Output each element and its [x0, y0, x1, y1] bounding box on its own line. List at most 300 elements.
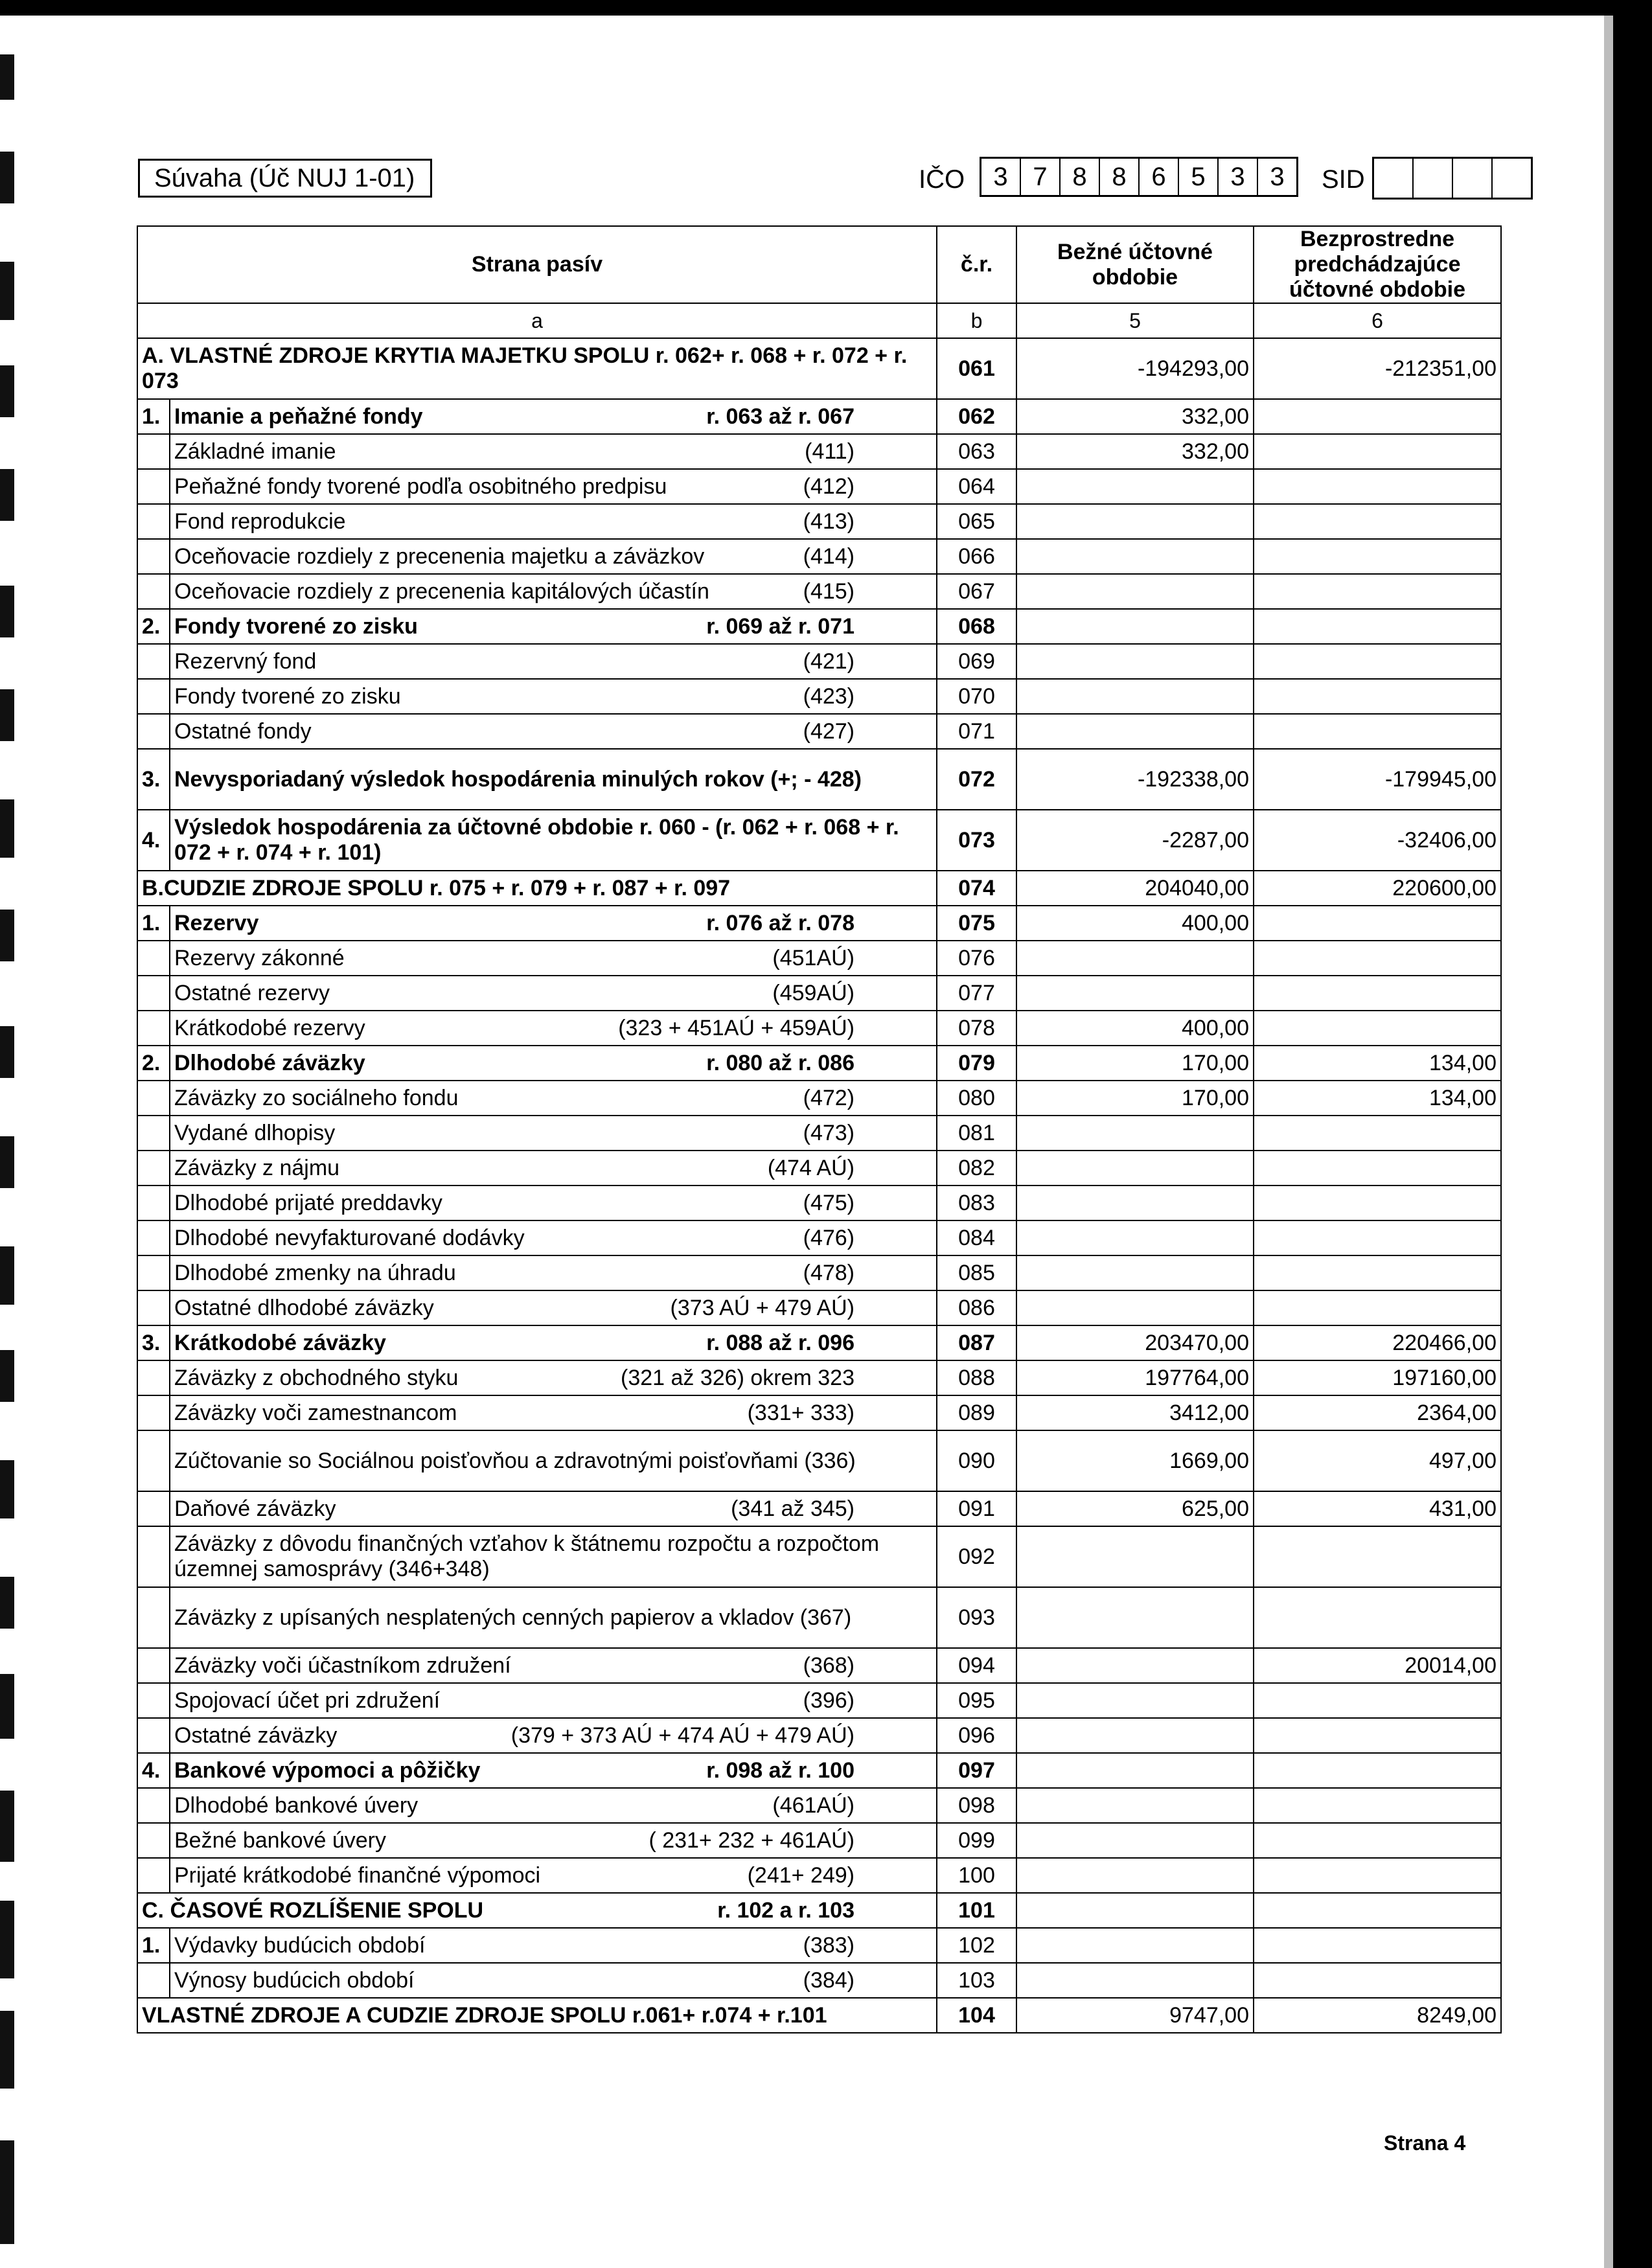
table-row	[137, 1893, 1501, 1928]
row-prefix: 4.	[137, 810, 170, 871]
table-row	[137, 1718, 1501, 1753]
ico-digit-box[interactable]: 3	[981, 159, 1021, 195]
value-current-period[interactable]	[1016, 1648, 1254, 1683]
row-number: 096	[937, 1718, 1016, 1753]
row-label: Výsledok hospodárenia za účtovné obdobie r. 060 - (r. 062 + r. 068 + r. 072 + r. 074 + r. 101)	[174, 815, 899, 865]
row-label: Záväzky voči zamestnancom	[174, 1400, 457, 1425]
table-row	[137, 1395, 1501, 1430]
value-current-period[interactable]	[1016, 1753, 1254, 1788]
value-previous-period[interactable]	[1254, 1186, 1501, 1220]
row-label: Dlhodobé bankové úvery	[174, 1793, 419, 1818]
ico-digit-box[interactable]: 5	[1179, 159, 1219, 195]
row-label: Imanie a peňažné fondy	[174, 404, 423, 429]
value-previous-period[interactable]	[1254, 609, 1501, 644]
value-previous-period[interactable]	[1254, 1718, 1501, 1753]
row-label: Vydané dlhopisy	[174, 1120, 336, 1145]
value-previous-period[interactable]	[1254, 714, 1501, 749]
row-account-ref: (423)	[803, 683, 855, 709]
row-label: Záväzky z obchodného styku	[174, 1365, 459, 1390]
value-previous-period[interactable]: 2364,00	[1254, 1395, 1501, 1430]
value-current-period[interactable]: 9747,00	[1016, 1998, 1254, 2033]
row-prefix	[137, 1290, 170, 1325]
sid-digit-box[interactable]	[1414, 159, 1453, 198]
row-prefix	[137, 1395, 170, 1430]
value-previous-period[interactable]	[1254, 1587, 1501, 1648]
row-number: 103	[937, 1963, 1016, 1998]
row-account-ref: (427)	[803, 718, 855, 744]
ico-digit-box[interactable]: 6	[1140, 159, 1179, 195]
row-label-cell	[170, 399, 937, 434]
sid-digit-box[interactable]	[1493, 159, 1531, 198]
row-label-cell	[170, 1290, 937, 1325]
row-label: Rezervný fond	[174, 648, 317, 674]
row-prefix	[137, 574, 170, 609]
row-label-cell	[170, 749, 937, 810]
table-row	[137, 1290, 1501, 1325]
row-prefix: 1.	[137, 906, 170, 941]
row-prefix: 3.	[137, 749, 170, 810]
row-label: Oceňovacie rozdiely z precenenia kapitálových účastín	[174, 578, 709, 604]
value-current-period[interactable]	[1016, 976, 1254, 1011]
row-prefix	[137, 1360, 170, 1395]
row-account-ref: (451AÚ)	[772, 945, 855, 970]
table-row	[137, 941, 1501, 976]
table-row	[137, 1526, 1501, 1587]
value-current-period[interactable]: 203470,00	[1016, 1325, 1254, 1360]
row-number: 099	[937, 1823, 1016, 1858]
value-previous-period[interactable]: 8249,00	[1254, 1998, 1501, 2033]
row-number: 086	[937, 1290, 1016, 1325]
table-row	[137, 1648, 1501, 1683]
value-current-period[interactable]: 170,00	[1016, 1046, 1254, 1081]
value-current-period[interactable]: 332,00	[1016, 434, 1254, 469]
row-number: 093	[937, 1587, 1016, 1648]
value-previous-period[interactable]	[1254, 1526, 1501, 1587]
row-account-ref: (461AÚ)	[772, 1793, 855, 1818]
value-current-period[interactable]	[1016, 941, 1254, 976]
value-current-period[interactable]: -192338,00	[1016, 749, 1254, 810]
row-number: 063	[937, 434, 1016, 469]
row-prefix	[137, 714, 170, 749]
row-account-ref: (379 + 373 AÚ + 474 AÚ + 479 AÚ)	[511, 1723, 855, 1748]
value-previous-period[interactable]	[1254, 434, 1501, 469]
row-account-ref: (476)	[803, 1225, 855, 1250]
value-previous-period[interactable]	[1254, 1858, 1501, 1893]
row-label-cell	[170, 1151, 937, 1186]
value-previous-period[interactable]: 431,00	[1254, 1491, 1501, 1526]
row-number: 104	[937, 1998, 1016, 2033]
value-current-period[interactable]: -194293,00	[1016, 338, 1254, 399]
table-row	[137, 574, 1501, 609]
table-row	[137, 1788, 1501, 1823]
row-account-ref: (478)	[803, 1260, 855, 1285]
value-previous-period[interactable]	[1254, 906, 1501, 941]
value-previous-period[interactable]	[1254, 469, 1501, 504]
sid-digit-box[interactable]	[1453, 159, 1493, 198]
row-label: Ostatné rezervy	[174, 980, 330, 1005]
row-number: 083	[937, 1186, 1016, 1220]
row-prefix: 2.	[137, 1046, 170, 1081]
row-prefix: 1.	[137, 1928, 170, 1963]
value-previous-period[interactable]	[1254, 1151, 1501, 1186]
row-prefix	[137, 1526, 170, 1587]
row-number: 068	[937, 609, 1016, 644]
row-account-ref: (413)	[803, 509, 855, 534]
row-account-ref: r. 080 až r. 086	[706, 1050, 855, 1075]
row-account-ref: (459AÚ)	[772, 980, 855, 1005]
row-account-ref: r. 098 až r. 100	[706, 1758, 855, 1783]
row-account-ref: (412)	[803, 474, 855, 499]
row-number: 088	[937, 1360, 1016, 1395]
row-account-ref: (323 + 451AÚ + 459AÚ)	[618, 1015, 855, 1040]
row-account-ref: (475)	[803, 1190, 855, 1215]
value-previous-period[interactable]: -212351,00	[1254, 338, 1501, 399]
value-current-period[interactable]: -2287,00	[1016, 810, 1254, 871]
row-number: 062	[937, 399, 1016, 434]
row-label: C. ČASOVÉ ROZLÍŠENIE SPOLU	[142, 1897, 484, 1923]
value-current-period[interactable]	[1016, 644, 1254, 679]
row-prefix	[137, 504, 170, 539]
table-row	[137, 644, 1501, 679]
table-row	[137, 679, 1501, 714]
row-label: Dlhodobé prijaté preddavky	[174, 1190, 442, 1215]
ico-digit-box[interactable]: 8	[1061, 159, 1100, 195]
value-previous-period[interactable]	[1254, 504, 1501, 539]
row-label-cell	[170, 574, 937, 609]
row-label: Záväzky z dôvodu finančných vzťahov k štátnemu rozpočtu a rozpočtom územnej samosprávy (346+348)	[174, 1531, 880, 1581]
value-previous-period[interactable]	[1254, 976, 1501, 1011]
table-row	[137, 1998, 1501, 2033]
row-label: Oceňovacie rozdiely z precenenia majetku a záväzkov	[174, 544, 705, 569]
row-prefix	[137, 1151, 170, 1186]
row-number: 066	[937, 539, 1016, 574]
value-current-period[interactable]: 204040,00	[1016, 871, 1254, 906]
row-label: A. VLASTNÉ ZDROJE KRYTIA MAJETKU SPOLU r. 062+ r. 068 + r. 072 + r. 073	[142, 343, 908, 393]
row-account-ref: (321 až 326) okrem 323	[621, 1365, 855, 1390]
row-label: Zúčtovanie so Sociálnou poisťovňou a zdravotnými poisťovňami (336)	[174, 1448, 856, 1473]
row-number: 071	[937, 714, 1016, 749]
row-label-cell	[170, 976, 937, 1011]
value-current-period[interactable]: 197764,00	[1016, 1360, 1254, 1395]
row-account-ref: (421)	[803, 648, 855, 674]
value-previous-period[interactable]	[1254, 1290, 1501, 1325]
row-label-cell	[170, 1491, 937, 1526]
value-current-period[interactable]: 170,00	[1016, 1081, 1254, 1116]
row-prefix	[137, 644, 170, 679]
value-previous-period[interactable]	[1254, 679, 1501, 714]
row-label-cell	[170, 810, 937, 871]
value-current-period[interactable]	[1016, 1290, 1254, 1325]
value-previous-period[interactable]	[1254, 1823, 1501, 1858]
row-label: Bankové výpomoci a pôžičky	[174, 1758, 481, 1783]
row-account-ref: (474 AÚ)	[767, 1155, 855, 1180]
value-previous-period[interactable]: 20014,00	[1254, 1648, 1501, 1683]
row-number: 069	[937, 644, 1016, 679]
value-current-period[interactable]	[1016, 1587, 1254, 1648]
row-prefix	[137, 1186, 170, 1220]
row-prefix	[137, 1683, 170, 1718]
value-previous-period[interactable]: -179945,00	[1254, 749, 1501, 810]
row-label-cell	[137, 871, 937, 906]
row-label: Rezervy zákonné	[174, 945, 345, 970]
sid-digit-box[interactable]	[1374, 159, 1414, 198]
row-number: 097	[937, 1753, 1016, 1788]
value-current-period[interactable]	[1016, 1186, 1254, 1220]
row-label-cell	[137, 1893, 937, 1928]
header-bezne-obdobie: Bežné účtovné obdobie	[1016, 226, 1254, 303]
row-number: 064	[937, 469, 1016, 504]
table-row	[137, 609, 1501, 644]
value-previous-period[interactable]	[1254, 1683, 1501, 1718]
scan-shadow-right	[1604, 16, 1613, 2268]
row-number: 082	[937, 1151, 1016, 1186]
row-prefix: 2.	[137, 609, 170, 644]
header-code-5: 5	[1016, 303, 1254, 338]
row-label-cell	[170, 1255, 937, 1290]
header-code-a: a	[137, 303, 937, 338]
row-prefix	[137, 1116, 170, 1151]
row-number: 101	[937, 1893, 1016, 1928]
value-previous-period[interactable]: 497,00	[1254, 1430, 1501, 1491]
table-row	[137, 1255, 1501, 1290]
value-previous-period[interactable]	[1254, 941, 1501, 976]
row-account-ref: ( 231+ 232 + 461AÚ)	[648, 1827, 855, 1853]
table-row	[137, 1325, 1501, 1360]
row-number: 074	[937, 871, 1016, 906]
value-current-period[interactable]	[1016, 1683, 1254, 1718]
value-current-period[interactable]: 400,00	[1016, 906, 1254, 941]
row-account-ref: (383)	[803, 1932, 855, 1958]
value-previous-period[interactable]	[1254, 644, 1501, 679]
value-current-period[interactable]	[1016, 1718, 1254, 1753]
value-current-period[interactable]	[1016, 1928, 1254, 1963]
ico-digit-box[interactable]: 3	[1219, 159, 1258, 195]
value-previous-period[interactable]: 134,00	[1254, 1046, 1501, 1081]
row-label: Prijaté krátkodobé finančné výpomoci	[174, 1862, 541, 1888]
table-row	[137, 1046, 1501, 1081]
value-current-period[interactable]	[1016, 714, 1254, 749]
table-row	[137, 1116, 1501, 1151]
value-previous-period[interactable]	[1254, 1788, 1501, 1823]
row-prefix	[137, 1788, 170, 1823]
row-prefix	[137, 679, 170, 714]
value-current-period[interactable]: 625,00	[1016, 1491, 1254, 1526]
row-label-cell	[170, 434, 937, 469]
row-number: 091	[937, 1491, 1016, 1526]
table-row	[137, 1430, 1501, 1491]
row-label-cell	[170, 1526, 937, 1587]
value-current-period[interactable]: 332,00	[1016, 399, 1254, 434]
row-label-cell	[170, 906, 937, 941]
row-number: 079	[937, 1046, 1016, 1081]
ico-label: IČO	[919, 165, 965, 194]
table-row	[137, 1858, 1501, 1893]
value-previous-period[interactable]	[1254, 1928, 1501, 1963]
value-current-period[interactable]	[1016, 1858, 1254, 1893]
value-previous-period[interactable]	[1254, 574, 1501, 609]
row-number: 089	[937, 1395, 1016, 1430]
row-account-ref: (473)	[803, 1120, 855, 1145]
table-row	[137, 1928, 1501, 1963]
table-row	[137, 1683, 1501, 1718]
table-row	[137, 906, 1501, 941]
row-number: 092	[937, 1526, 1016, 1587]
value-previous-period[interactable]	[1254, 1893, 1501, 1928]
row-label-cell	[137, 338, 937, 399]
row-prefix	[137, 1648, 170, 1683]
row-label: Fondy tvorené zo zisku	[174, 613, 418, 639]
value-current-period[interactable]	[1016, 574, 1254, 609]
table-row	[137, 976, 1501, 1011]
table-row	[137, 504, 1501, 539]
row-prefix	[137, 1081, 170, 1116]
row-prefix	[137, 1491, 170, 1526]
row-account-ref: (331+ 333)	[747, 1400, 855, 1425]
row-prefix	[137, 1220, 170, 1255]
value-current-period[interactable]	[1016, 504, 1254, 539]
ico-digit-box[interactable]: 8	[1100, 159, 1140, 195]
value-previous-period[interactable]: 220466,00	[1254, 1325, 1501, 1360]
row-label: Dlhodobé nevyfakturované dodávky	[174, 1225, 525, 1250]
ico-digit-box[interactable]: 3	[1270, 163, 1285, 191]
row-number: 065	[937, 504, 1016, 539]
row-label: Krátkodobé záväzky	[174, 1330, 386, 1355]
value-current-period[interactable]: 400,00	[1016, 1011, 1254, 1046]
row-label-cell	[170, 941, 937, 976]
ico-digit-box[interactable]: 7	[1021, 159, 1061, 195]
table-row	[137, 1081, 1501, 1116]
scan-border-right	[1613, 16, 1652, 2268]
row-label-cell	[170, 609, 937, 644]
row-prefix: 3.	[137, 1325, 170, 1360]
table-row	[137, 434, 1501, 469]
value-previous-period[interactable]	[1254, 1220, 1501, 1255]
value-current-period[interactable]	[1016, 1151, 1254, 1186]
sid-label: SID	[1322, 165, 1365, 194]
value-previous-period[interactable]	[1254, 1011, 1501, 1046]
value-current-period[interactable]	[1016, 469, 1254, 504]
row-prefix	[137, 976, 170, 1011]
table-row	[137, 1360, 1501, 1395]
row-prefix	[137, 1587, 170, 1648]
value-current-period[interactable]	[1016, 1788, 1254, 1823]
row-label-cell	[170, 1360, 937, 1395]
table-row	[137, 1963, 1501, 1998]
row-account-ref: r. 063 až r. 067	[706, 404, 855, 429]
row-label: VLASTNÉ ZDROJE A CUDZIE ZDROJE SPOLU r.061+ r.074 + r.101	[142, 2002, 827, 2028]
row-account-ref: (341 až 345)	[731, 1496, 855, 1521]
scan-border-top	[0, 0, 1652, 16]
row-account-ref: r. 088 až r. 096	[706, 1330, 855, 1355]
value-current-period[interactable]	[1016, 1526, 1254, 1587]
value-previous-period[interactable]	[1254, 1116, 1501, 1151]
value-current-period[interactable]	[1016, 539, 1254, 574]
table-row	[137, 539, 1501, 574]
value-current-period[interactable]	[1016, 609, 1254, 644]
row-account-ref: r. 076 až r. 078	[706, 910, 855, 935]
row-prefix	[137, 539, 170, 574]
row-account-ref: r. 102 a r. 103	[717, 1897, 855, 1923]
row-number: 085	[937, 1255, 1016, 1290]
row-label-cell	[170, 504, 937, 539]
row-label: Ostatné záväzky	[174, 1723, 338, 1748]
row-label: Fond reprodukcie	[174, 509, 346, 534]
value-previous-period[interactable]: -32406,00	[1254, 810, 1501, 871]
row-number: 095	[937, 1683, 1016, 1718]
row-label-cell	[170, 1683, 937, 1718]
row-label: Rezervy	[174, 910, 259, 935]
value-previous-period[interactable]	[1254, 399, 1501, 434]
value-current-period[interactable]	[1016, 1823, 1254, 1858]
row-label-cell	[170, 1220, 937, 1255]
value-current-period[interactable]	[1016, 1963, 1254, 1998]
row-label-cell	[170, 1648, 937, 1683]
row-account-ref: (411)	[805, 439, 855, 464]
row-label-cell	[170, 1788, 937, 1823]
value-previous-period[interactable]: 220600,00	[1254, 871, 1501, 906]
value-current-period[interactable]	[1016, 1220, 1254, 1255]
row-number: 081	[937, 1116, 1016, 1151]
table-row	[137, 1823, 1501, 1858]
row-label: Nevysporiadaný výsledok hospodárenia minulých rokov (+; - 428)	[174, 766, 862, 792]
table-row	[137, 1753, 1501, 1788]
header-cr: č.r.	[937, 226, 1016, 303]
value-current-period[interactable]: 1669,00	[1016, 1430, 1254, 1491]
value-current-period[interactable]	[1016, 1116, 1254, 1151]
row-account-ref: (472)	[803, 1085, 855, 1110]
table-row	[137, 1220, 1501, 1255]
value-previous-period[interactable]	[1254, 539, 1501, 574]
table-row	[137, 399, 1501, 434]
row-prefix: 4.	[137, 1753, 170, 1788]
row-label: B.CUDZIE ZDROJE SPOLU r. 075 + r. 079 + r. 087 + r. 097	[142, 875, 731, 900]
row-label: Základné imanie	[174, 439, 336, 464]
value-previous-period[interactable]	[1254, 1753, 1501, 1788]
sid-field[interactable]	[1372, 157, 1533, 200]
table-row	[137, 749, 1501, 810]
value-previous-period[interactable]	[1254, 1963, 1501, 1998]
value-previous-period[interactable]: 197160,00	[1254, 1360, 1501, 1395]
table-row	[137, 1151, 1501, 1186]
row-label-cell	[170, 1753, 937, 1788]
row-label-cell	[170, 539, 937, 574]
header-code-6: 6	[1254, 303, 1501, 338]
table-row	[137, 1587, 1501, 1648]
page-number: Strana 4	[1384, 2131, 1466, 2155]
row-account-ref: (373 AÚ + 479 AÚ)	[670, 1295, 855, 1320]
ico-field[interactable]	[980, 157, 1298, 197]
value-previous-period[interactable]: 134,00	[1254, 1081, 1501, 1116]
row-label: Fondy tvorené zo zisku	[174, 683, 401, 709]
row-prefix	[137, 434, 170, 469]
row-label-cell	[170, 1858, 937, 1893]
row-number: 080	[937, 1081, 1016, 1116]
row-label-cell	[170, 469, 937, 504]
value-previous-period[interactable]	[1254, 1255, 1501, 1290]
value-current-period[interactable]	[1016, 679, 1254, 714]
row-account-ref: (415)	[803, 578, 855, 604]
row-label-cell	[170, 1823, 937, 1858]
row-label: Záväzky z nájmu	[174, 1155, 340, 1180]
row-number: 084	[937, 1220, 1016, 1255]
value-current-period[interactable]	[1016, 1893, 1254, 1928]
value-current-period[interactable]: 3412,00	[1016, 1395, 1254, 1430]
row-label-cell	[170, 1963, 937, 1998]
row-label: Záväzky voči účastníkom združení	[174, 1653, 511, 1678]
value-current-period[interactable]	[1016, 1255, 1254, 1290]
row-label-cell	[170, 1928, 937, 1963]
row-label: Krátkodobé rezervy	[174, 1015, 365, 1040]
